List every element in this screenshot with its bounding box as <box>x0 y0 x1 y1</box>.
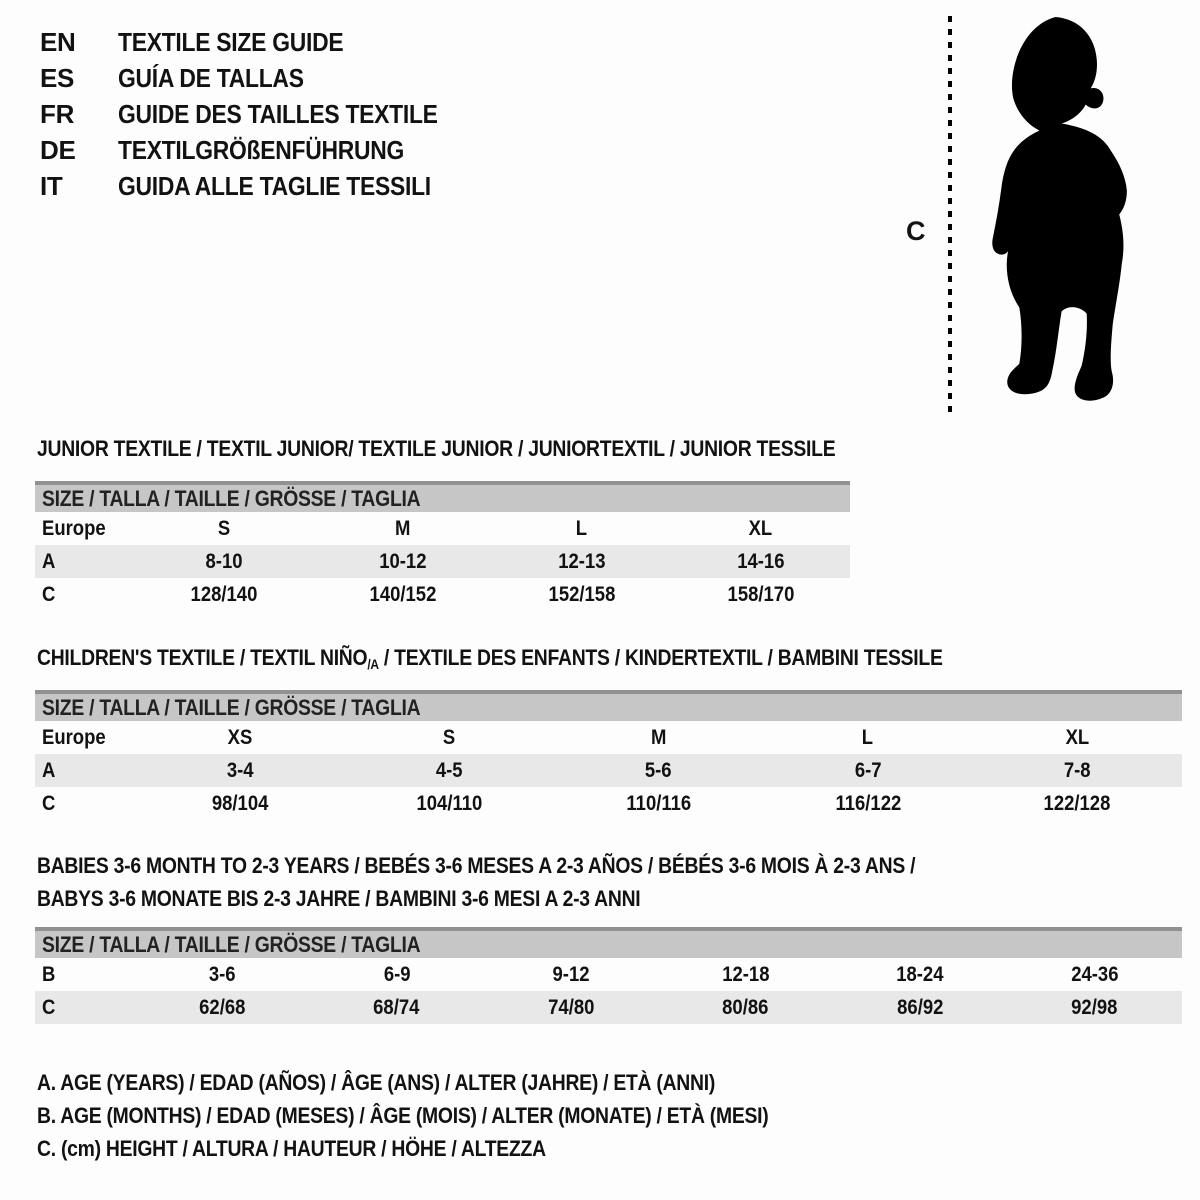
row-label-cell: A <box>42 758 56 782</box>
language-code: IT <box>40 171 63 201</box>
value-cell: 3-4 <box>226 758 254 782</box>
babies-table-title: BABIES 3-6 MONTH TO 2-3 YEARS / BEBÉS 3-6 MESES A 2-3 AÑOS / BÉBÉS 3-6 MOIS À 2-3 ANS / BABYS 3-6 MONATE BIS 2-3 JAHRE / BAMBINI 3-6 MESI A 2-3 ANNI <box>37 853 916 911</box>
value-cell: 6-9 <box>383 962 411 986</box>
value-cell: S <box>218 516 231 540</box>
guide-title: TEXTILGRÖßENFÜHRUNG <box>118 135 405 165</box>
junior-table-title: JUNIOR TEXTILE / TEXTIL JUNIOR/ TEXTILE JUNIOR / JUNIORTEXTIL / JUNIOR TESSILE <box>37 436 836 461</box>
value-cell: 62/68 <box>199 995 246 1019</box>
measure-legend <box>37 1066 868 1165</box>
legend-line-b: B. AGE (MONTHS) / EDAD (MESES) / ÂGE (MOIS) / ALTER (MONATE) / ETÀ (MESI) <box>37 1103 769 1128</box>
height-measure-line-icon <box>946 16 954 416</box>
value-cell: 140/152 <box>369 582 437 606</box>
babies-size-table <box>35 927 1182 1024</box>
guide-title: GUIDA ALLE TAGLIE TESSILI <box>118 171 431 201</box>
value-cell: 8-10 <box>205 549 243 573</box>
row-label-cell: C <box>42 582 56 606</box>
value-cell: 116/122 <box>834 791 901 815</box>
children-table-title: CHILDREN'S TEXTILE / TEXTIL $NIÑO_{/A}$ / TEXTILE DES ENFANTS / KINDERTEXTIL / BAMBINI TESSILE <box>37 645 943 672</box>
value-cell: 12-13 <box>558 549 606 573</box>
language-code: ES <box>40 63 75 93</box>
baby-silhouette-icon <box>962 14 1140 416</box>
row-label-cell: Europe <box>42 725 106 749</box>
legend-line-c: C. (cm) HEIGHT / ALTURA / HAUTEUR / HÖHE / ALTEZZA <box>37 1136 546 1161</box>
legend-line-a: A. AGE (YEARS) / EDAD (AÑOS) / ÂGE (ANS) / ALTER (JAHRE) / ETÀ (ANNI) <box>37 1070 716 1095</box>
value-cell: 104/110 <box>416 791 482 815</box>
value-cell: 14-16 <box>736 549 785 573</box>
language-title-list <box>40 24 481 204</box>
row-label-cell: A <box>42 549 56 573</box>
table-row-europe <box>35 721 1182 754</box>
value-cell: 4-5 <box>435 758 463 782</box>
value-cell: 128/140 <box>190 582 258 606</box>
children-size-table <box>35 690 1182 820</box>
table-row-height <box>35 578 850 611</box>
value-cell: 92/98 <box>1071 995 1118 1019</box>
value-cell: 122/128 <box>1043 791 1111 815</box>
value-cell: S <box>442 725 456 749</box>
language-code: FR <box>40 99 75 129</box>
guide-title: GUÍA DE TALLAS <box>118 63 304 93</box>
value-cell: 6-7 <box>854 758 882 782</box>
table-row-height <box>35 787 1182 820</box>
row-label-cell: Europe <box>42 516 106 540</box>
guide-title: TEXTILE SIZE GUIDE <box>118 27 344 57</box>
table-row-age-months <box>35 958 1182 991</box>
language-row <box>40 168 481 204</box>
table-row-europe <box>35 512 850 545</box>
language-row <box>40 24 481 60</box>
value-cell: 5-6 <box>645 758 672 782</box>
row-label-cell: C <box>42 791 56 815</box>
language-code: DE <box>40 135 76 165</box>
value-cell: 7-8 <box>1063 758 1091 782</box>
size-header-bar: SIZE / TALLA / TAILLE / GRÖSSE / TAGLIA <box>35 690 1182 721</box>
nino-a-subscript: /A <box>367 656 379 672</box>
value-cell: 9-12 <box>552 962 590 986</box>
value-cell: 80/86 <box>722 995 769 1019</box>
row-label-cell: B <box>42 962 56 986</box>
value-cell: 18-24 <box>896 962 944 986</box>
value-cell: 68/74 <box>373 995 420 1019</box>
value-cell: 10-12 <box>379 549 427 573</box>
value-cell: XL <box>1065 725 1090 749</box>
value-cell: M <box>395 516 411 540</box>
size-header-bar: SIZE / TALLA / TAILLE / GRÖSSE / TAGLIA <box>35 481 850 512</box>
size-header-bar: SIZE / TALLA / TAILLE / GRÖSSE / TAGLIA <box>35 927 1182 958</box>
value-cell: M <box>650 725 667 749</box>
table-row-age <box>35 545 850 578</box>
value-cell: 24-36 <box>1071 962 1119 986</box>
value-cell: L <box>862 725 874 749</box>
value-cell: XL <box>748 516 773 540</box>
table-row-height <box>35 991 1182 1024</box>
value-cell: 110/116 <box>626 791 691 815</box>
value-cell: 86/92 <box>897 995 944 1019</box>
language-code: EN <box>40 27 76 57</box>
value-cell: 74/80 <box>548 995 595 1019</box>
value-cell: XS <box>227 725 253 749</box>
table-row-age <box>35 754 1182 787</box>
guide-title: GUIDE DES TAILLES TEXTILE <box>118 99 438 129</box>
value-cell: 98/104 <box>211 791 268 815</box>
language-row <box>40 60 481 96</box>
measure-label-c: C <box>906 216 926 246</box>
value-cell: 152/158 <box>548 582 616 606</box>
row-label-cell: C <box>42 995 56 1019</box>
value-cell: 3-6 <box>208 962 236 986</box>
language-row <box>40 132 481 168</box>
value-cell: L <box>576 516 588 540</box>
language-row <box>40 96 481 132</box>
junior-size-table <box>35 481 850 611</box>
value-cell: 158/170 <box>727 582 795 606</box>
value-cell: 12-18 <box>722 962 770 986</box>
